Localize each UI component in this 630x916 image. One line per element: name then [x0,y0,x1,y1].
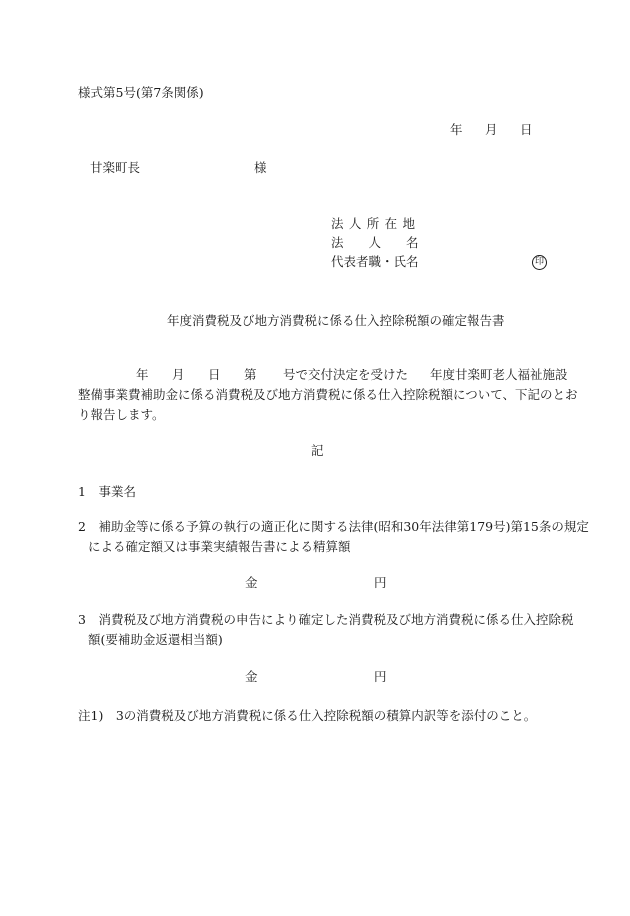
item-3-line-2: 額(要補助金返還相当額) [88,632,223,647]
date-day: 日 [520,122,533,137]
form-number: 様式第5号(第7条関係) [78,85,204,100]
date-year: 年 [450,122,463,137]
item-2-line-1: 2 補助金等に係る予算の執行の適正化に関する法律(昭和30年法律第179号)第15条の規定 [78,519,589,534]
seal-icon: 印 [532,255,547,270]
body-no: 第 [244,367,257,382]
body-year: 年 [136,367,149,382]
addressee-name: 甘楽町長 [90,160,141,175]
address-label: 法 人 所 在 地 [331,216,415,231]
addressee-honorific: 様 [254,160,267,175]
item-1: 1 事業名 [78,484,136,499]
body-month: 月 [172,367,185,382]
body-text: 号で交付決定を受けた [283,367,409,382]
corp-name-label: 法 人 名 [331,235,419,250]
ki-heading: 記 [311,443,324,458]
body-tail: 年度甘楽町老人福祉施設 [430,367,568,382]
item-3-line-1: 3 消費税及び地方消費税の申告により確定した消費税及び地方消費税に係る仕入控除税 [78,612,574,627]
amount-en-2: 円 [374,669,387,684]
body-line-2: 整備事業費補助金に係る消費税及び地方消費税に係る仕入控除税額について、下記のとお [78,387,578,402]
representative-label: 代表者職・氏名 [331,254,419,269]
note: 注1) 3の消費税及び地方消費税に係る仕入控除税額の積算内訳等を添付のこと。 [78,708,537,723]
item-2-line-2: による確定額又は事業実績報告書による精算額 [88,539,351,554]
body-line-3: り報告します。 [78,407,165,422]
body-day: 日 [208,367,221,382]
amount-kin-1: 金 [245,575,258,590]
date-month: 月 [485,122,498,137]
amount-kin-2: 金 [245,669,258,684]
document-title: 年度消費税及び地方消費税に係る仕入控除税額の確定報告書 [167,313,505,328]
amount-en-1: 円 [374,575,387,590]
